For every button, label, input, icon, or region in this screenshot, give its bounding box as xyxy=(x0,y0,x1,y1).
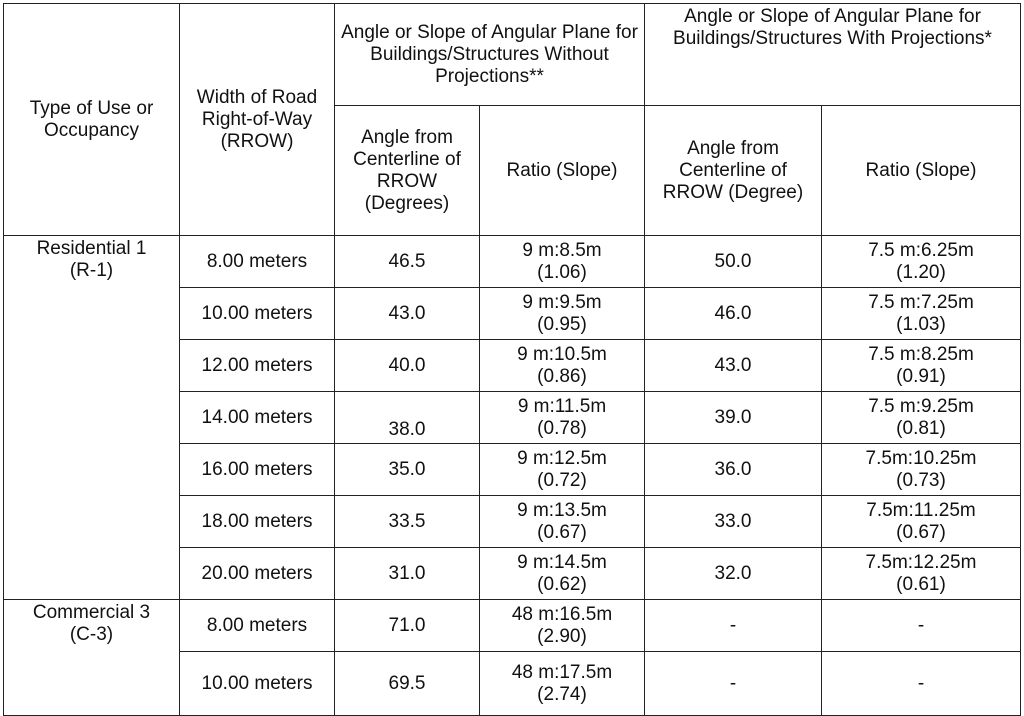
road-width-cell: 12.00 meters xyxy=(180,340,335,392)
occupancy-name: Residential 1 xyxy=(36,238,147,259)
angle-without-cell: 40.0 xyxy=(335,340,480,392)
ratio-without-cell-slope: (1.06) xyxy=(537,261,587,283)
ratio-with-cell-value: 7.5m:12.25m xyxy=(865,551,977,573)
ratio-with-cell-slope: (1.03) xyxy=(896,313,946,335)
ratio-with-cell: - xyxy=(822,600,1021,652)
ratio-without-cell-slope: (2.90) xyxy=(537,625,587,647)
ratio-with-cell-value: 7.5 m:9.25m xyxy=(868,395,974,417)
table-row xyxy=(4,236,1021,288)
ratio-without-cell xyxy=(480,444,645,496)
header-with-ratio: Ratio (Slope) xyxy=(822,106,1021,236)
header-without-projections: Angle or Slope of Angular Plane for Buildings/Structures Without Projections** xyxy=(335,4,645,106)
ratio-without-cell-value: 9 m:12.5m xyxy=(517,447,607,469)
ratio-without-cell-slope: (2.74) xyxy=(537,683,587,705)
ratio-with-cell xyxy=(822,288,1021,340)
ratio-without-cell xyxy=(480,236,645,288)
angle-with-cell: 50.0 xyxy=(645,236,822,288)
ratio-without-cell xyxy=(480,600,645,652)
ratio-without-cell xyxy=(480,652,645,716)
ratio-without-cell xyxy=(480,392,645,444)
angle-without-cell: 71.0 xyxy=(335,600,480,652)
ratio-without-cell-value: 48 m:17.5m xyxy=(511,661,613,683)
ratio-without-cell-value: 9 m:14.5m xyxy=(517,551,607,573)
ratio-with-cell-value: 7.5m:11.25m xyxy=(866,499,976,521)
ratio-with-cell-value: 7.5 m:8.25m xyxy=(868,343,974,365)
angle-without-cell: 69.5 xyxy=(335,652,480,716)
header-with-angle: Angle from Centerline of RROW (Degree) xyxy=(645,106,822,236)
road-width-cell: 10.00 meters xyxy=(180,652,335,716)
ratio-without-cell xyxy=(480,288,645,340)
angle-without-cell: 46.5 xyxy=(335,236,480,288)
road-width-cell: 10.00 meters xyxy=(180,288,335,340)
ratio-without-cell-value: 9 m:11.5m xyxy=(517,395,607,417)
road-width-cell: 8.00 meters xyxy=(180,236,335,288)
road-width-cell: 16.00 meters xyxy=(180,444,335,496)
angle-without-cell: 38.0 xyxy=(335,392,480,444)
ratio-without-cell-slope: (0.62) xyxy=(537,573,587,595)
angle-without-cell: 33.5 xyxy=(335,496,480,548)
ratio-with-cell xyxy=(822,340,1021,392)
ratio-with-cell-slope: (0.81) xyxy=(896,417,946,439)
ratio-with-cell xyxy=(822,444,1021,496)
ratio-without-cell-slope: (0.67) xyxy=(537,521,587,543)
ratio-with-cell xyxy=(822,496,1021,548)
angle-without-cell: 35.0 xyxy=(335,444,480,496)
ratio-without-cell xyxy=(480,340,645,392)
header-road-width: Width of Road Right-of-Way (RROW) xyxy=(180,4,335,236)
ratio-without-cell-value: 48 m:16.5m xyxy=(511,603,613,625)
ratio-with-cell-value: 7.5 m:6.25m xyxy=(868,239,974,261)
table-body xyxy=(4,236,1021,716)
ratio-without-cell-slope: (0.78) xyxy=(537,417,587,439)
ratio-with-cell xyxy=(822,548,1021,600)
occupancy-type-cell xyxy=(4,236,180,600)
occupancy-code: (R-1) xyxy=(69,260,114,281)
ratio-without-cell-slope: (0.72) xyxy=(537,469,587,491)
ratio-without-cell-value: 9 m:8.5m xyxy=(522,239,602,261)
road-width-cell: 8.00 meters xyxy=(180,600,335,652)
ratio-with-cell-value: 7.5m:10.25m xyxy=(865,447,977,469)
header-without-ratio: Ratio (Slope) xyxy=(480,106,645,236)
angle-with-cell: 46.0 xyxy=(645,288,822,340)
ratio-without-cell xyxy=(480,548,645,600)
angle-with-cell: 33.0 xyxy=(645,496,822,548)
ratio-without-cell-slope: (0.86) xyxy=(537,365,587,387)
header-with-projections: Angle or Slope of Angular Plane for Buildings/Structures With Projections* xyxy=(645,4,1021,106)
angle-without-cell: 43.0 xyxy=(335,288,480,340)
header-type-of-use: Type of Use or Occupancy xyxy=(4,4,180,236)
road-width-cell: 18.00 meters xyxy=(180,496,335,548)
angle-with-cell: - xyxy=(645,600,822,652)
ratio-without-cell-value: 9 m:13.5m xyxy=(517,499,607,521)
ratio-with-cell xyxy=(822,236,1021,288)
ratio-with-cell-slope: (0.61) xyxy=(896,573,946,595)
ratio-with-cell xyxy=(822,392,1021,444)
ratio-without-cell-slope: (0.95) xyxy=(537,313,587,335)
ratio-with-cell-slope: (0.67) xyxy=(896,521,946,543)
ratio-with-cell-slope: (1.20) xyxy=(896,261,946,283)
angular-plane-table xyxy=(3,3,1021,716)
ratio-with-cell: - xyxy=(822,652,1021,716)
occupancy-type-cell xyxy=(4,600,180,716)
occupancy-name: Commercial 3 xyxy=(32,602,151,623)
ratio-without-cell-value: 9 m:9.5m xyxy=(522,291,602,313)
angle-with-cell: 36.0 xyxy=(645,444,822,496)
road-width-cell: 14.00 meters xyxy=(180,392,335,444)
occupancy-code: (C-3) xyxy=(69,624,114,645)
angle-with-cell: 32.0 xyxy=(645,548,822,600)
ratio-with-cell-slope: (0.91) xyxy=(896,365,946,387)
ratio-with-cell-value: 7.5 m:7.25m xyxy=(868,291,974,313)
angle-with-cell: 43.0 xyxy=(645,340,822,392)
angle-with-cell: - xyxy=(645,652,822,716)
header-without-angle: Angle from Centerline of RROW (Degrees) xyxy=(335,106,480,236)
angle-with-cell: 39.0 xyxy=(645,392,822,444)
ratio-with-cell-slope: (0.73) xyxy=(896,469,946,491)
table-row xyxy=(4,600,1021,652)
angle-without-cell: 31.0 xyxy=(335,548,480,600)
road-width-cell: 20.00 meters xyxy=(180,548,335,600)
ratio-without-cell xyxy=(480,496,645,548)
ratio-without-cell-value: 9 m:10.5m xyxy=(517,343,607,365)
